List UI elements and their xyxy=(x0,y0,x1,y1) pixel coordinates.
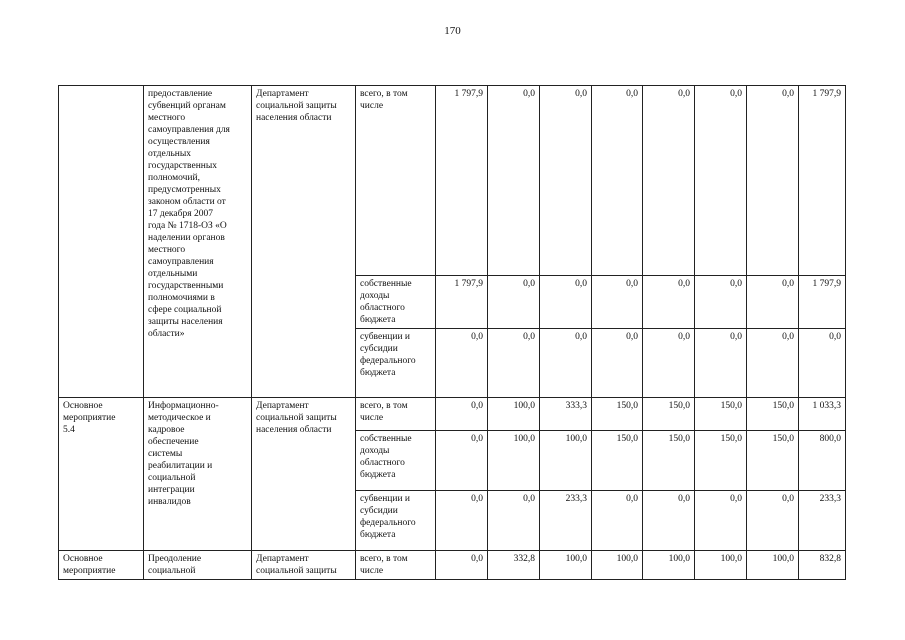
funding-table xyxy=(58,85,846,580)
value-cell: 0,0 xyxy=(488,329,540,398)
event-cell: Основное мероприятие xyxy=(63,554,116,576)
value-cell: 0,0 xyxy=(592,276,643,329)
table-row xyxy=(59,398,846,431)
value-cell: 0,0 xyxy=(695,491,747,551)
value-cell: 1 797,9 xyxy=(436,86,488,276)
value-cell: 0,0 xyxy=(643,329,695,398)
page-number: 170 xyxy=(444,25,461,37)
source-cell: субвенции и субсидии федерального бюджета xyxy=(360,494,416,540)
value-cell: 0,0 xyxy=(643,86,695,276)
value-cell: 150,0 xyxy=(695,398,747,431)
value-cell: 100,0 xyxy=(643,551,695,580)
value-cell: 0,0 xyxy=(592,329,643,398)
executor-cell: Департамент социальной защиты населения области xyxy=(256,401,337,435)
event-name-cell: предоставление субвенций органам местного самоуправления для осуществления отдельных государственных полномочий, предусмотренных законом области от 17 декабря 2007 года № 1718-ОЗ «О наделении органов местного самоуправления отдельными государственными полномочиями в сфере социальной защиты населения области» xyxy=(148,89,230,339)
value-cell: 150,0 xyxy=(592,398,643,431)
value-cell: 150,0 xyxy=(747,398,799,431)
source-cell: собственные доходы областного бюджета xyxy=(360,434,412,480)
value-cell: 0,0 xyxy=(436,551,488,580)
source-cell: всего, в том числе xyxy=(360,401,408,423)
value-cell: 0,0 xyxy=(695,86,747,276)
value-cell: 150,0 xyxy=(747,431,799,491)
value-cell: 150,0 xyxy=(643,431,695,491)
value-cell: 100,0 xyxy=(747,551,799,580)
total-cell: 1 797,9 xyxy=(799,86,846,276)
total-cell: 1 033,3 xyxy=(799,398,846,431)
value-cell: 100,0 xyxy=(488,431,540,491)
table-row xyxy=(59,551,846,580)
value-cell: 0,0 xyxy=(436,491,488,551)
total-cell: 1 797,9 xyxy=(799,276,846,329)
executor-cell: Департамент социальной защиты xyxy=(256,554,337,576)
total-cell: 0,0 xyxy=(799,329,846,398)
value-cell: 0,0 xyxy=(747,329,799,398)
total-cell: 233,3 xyxy=(799,491,846,551)
value-cell: 150,0 xyxy=(592,431,643,491)
value-cell: 0,0 xyxy=(695,329,747,398)
total-cell: 800,0 xyxy=(799,431,846,491)
event-name-cell: Преодоление социальной xyxy=(148,554,202,576)
value-cell: 0,0 xyxy=(643,491,695,551)
value-cell: 0,0 xyxy=(436,398,488,431)
value-cell: 0,0 xyxy=(592,491,643,551)
source-cell: субвенции и субсидии федерального бюджета xyxy=(360,332,416,378)
value-cell: 1 797,9 xyxy=(436,276,488,329)
value-cell: 0,0 xyxy=(747,276,799,329)
value-cell: 100,0 xyxy=(488,398,540,431)
value-cell: 0,0 xyxy=(540,329,592,398)
value-cell: 0,0 xyxy=(747,491,799,551)
total-cell: 832,8 xyxy=(799,551,846,580)
value-cell: 0,0 xyxy=(695,276,747,329)
source-cell: всего, в том числе xyxy=(360,89,408,111)
value-cell: 0,0 xyxy=(747,86,799,276)
value-cell: 0,0 xyxy=(488,491,540,551)
value-cell: 100,0 xyxy=(540,431,592,491)
value-cell: 0,0 xyxy=(540,86,592,276)
value-cell: 233,3 xyxy=(540,491,592,551)
executor-cell: Департамент социальной защиты населения области xyxy=(256,89,337,123)
value-cell: 332,8 xyxy=(488,551,540,580)
source-cell: собственные доходы областного бюджета xyxy=(360,279,412,325)
event-cell: Основное мероприятие 5.4 xyxy=(63,401,116,435)
table-row xyxy=(59,86,846,276)
value-cell: 100,0 xyxy=(592,551,643,580)
value-cell: 0,0 xyxy=(488,86,540,276)
value-cell: 333,3 xyxy=(540,398,592,431)
source-cell: всего, в том числе xyxy=(360,554,408,576)
value-cell: 150,0 xyxy=(643,398,695,431)
value-cell: 0,0 xyxy=(436,431,488,491)
value-cell: 0,0 xyxy=(488,276,540,329)
value-cell: 150,0 xyxy=(695,431,747,491)
value-cell: 100,0 xyxy=(540,551,592,580)
value-cell: 0,0 xyxy=(436,329,488,398)
value-cell: 100,0 xyxy=(695,551,747,580)
value-cell: 0,0 xyxy=(643,276,695,329)
value-cell: 0,0 xyxy=(592,86,643,276)
event-name-cell: Информационно- методическое и кадровое обеспечение системы реабилитации и социальной интеграции инвалидов xyxy=(148,401,219,507)
value-cell: 0,0 xyxy=(540,276,592,329)
